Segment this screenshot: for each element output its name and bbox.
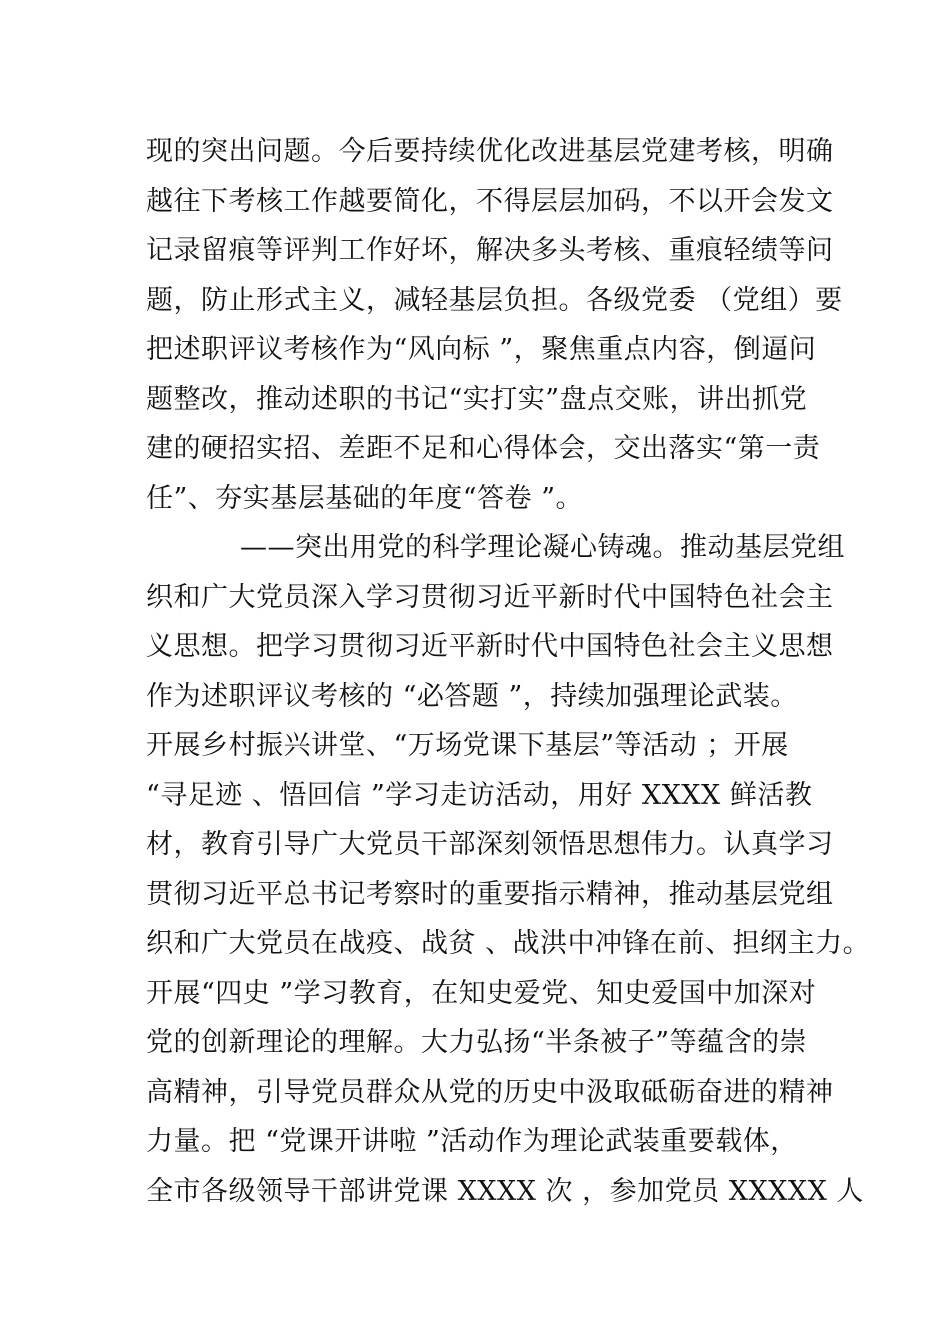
text-line-22: 全市各级领导干部讲党课 XXXX 次 ，参加党员 XXXXX 人 [146,1175,864,1207]
text-line-11: 义思想。把学习贯彻习近平新时代中国特色社会主义思想 [146,631,834,662]
text-line-16: 贯彻习近平总书记考察时的重要指示精神，推动基层党组 [146,878,834,910]
text-line-6: 题整改，推动述职的书记“实打实”盘点交账，讲出抓党 [146,383,808,415]
text-line-10: 织和广大党员深入学习贯彻习近平新时代中国特色社会主 [146,581,834,613]
text-line-4: 题，防止形式主义，减轻基层负担。各级党委 （党组）要 [146,284,843,316]
text-line-3: 记录留痕等评判工作好坏，解决多头考核、重痕轻绩等问 [146,235,834,266]
text-line-15: 材，教育引导广大党员干部深刻领悟思想伟力。认真学习 [146,829,834,860]
text-line-18: 开展“四史 ”学习教育，在知史爱党、知史爱国中加深对 [146,977,817,1009]
text-line-19: 党的创新理论的理解。大力弘扬“半条被子”等蕴含的崇 [146,1027,808,1058]
section-heading-line: ——突出用党的科学理论凝心铸魂。推动基层党组 [240,532,845,563]
text-line-17: 织和广大党员在战疫、战贫 、战洪中冲锋在前、担纲主力。 [146,928,871,959]
text-line-2: 越往下考核工作越要简化，不得层层加码，不以开会发文 [146,185,834,217]
text-line-7: 建的硬招实招、差距不足和心得体会，交出落实“第一责 [146,433,821,464]
text-line-8: 任”、夯实基层基础的年度“答卷 ”。 [146,482,583,514]
text-line-1: 现的突出问题。今后要持续优化改进基层党建考核，明确 [146,136,834,167]
text-line-13: 开展乡村振兴讲堂、“万场党课下基层”等活动 ；开展 [146,730,789,761]
text-line-21: 力量。把 “党课开讲啦 ”活动作为理论武装重要载体， [146,1126,798,1157]
text-line-20: 高精神，引导党员群众从党的历史中汲取砥砺奋进的精神 [146,1076,834,1108]
text-line-5: 把述职评议考核作为“风向标 ”，聚焦重点内容，倒逼问 [146,334,817,365]
text-line-12: 作为述职评议考核的 “必答题 ”，持续加强理论武装。 [146,680,798,712]
text-line-14: “寻足迹 、悟回信 ”学习走访活动，用好 XXXX 鲜活教 [146,779,813,811]
